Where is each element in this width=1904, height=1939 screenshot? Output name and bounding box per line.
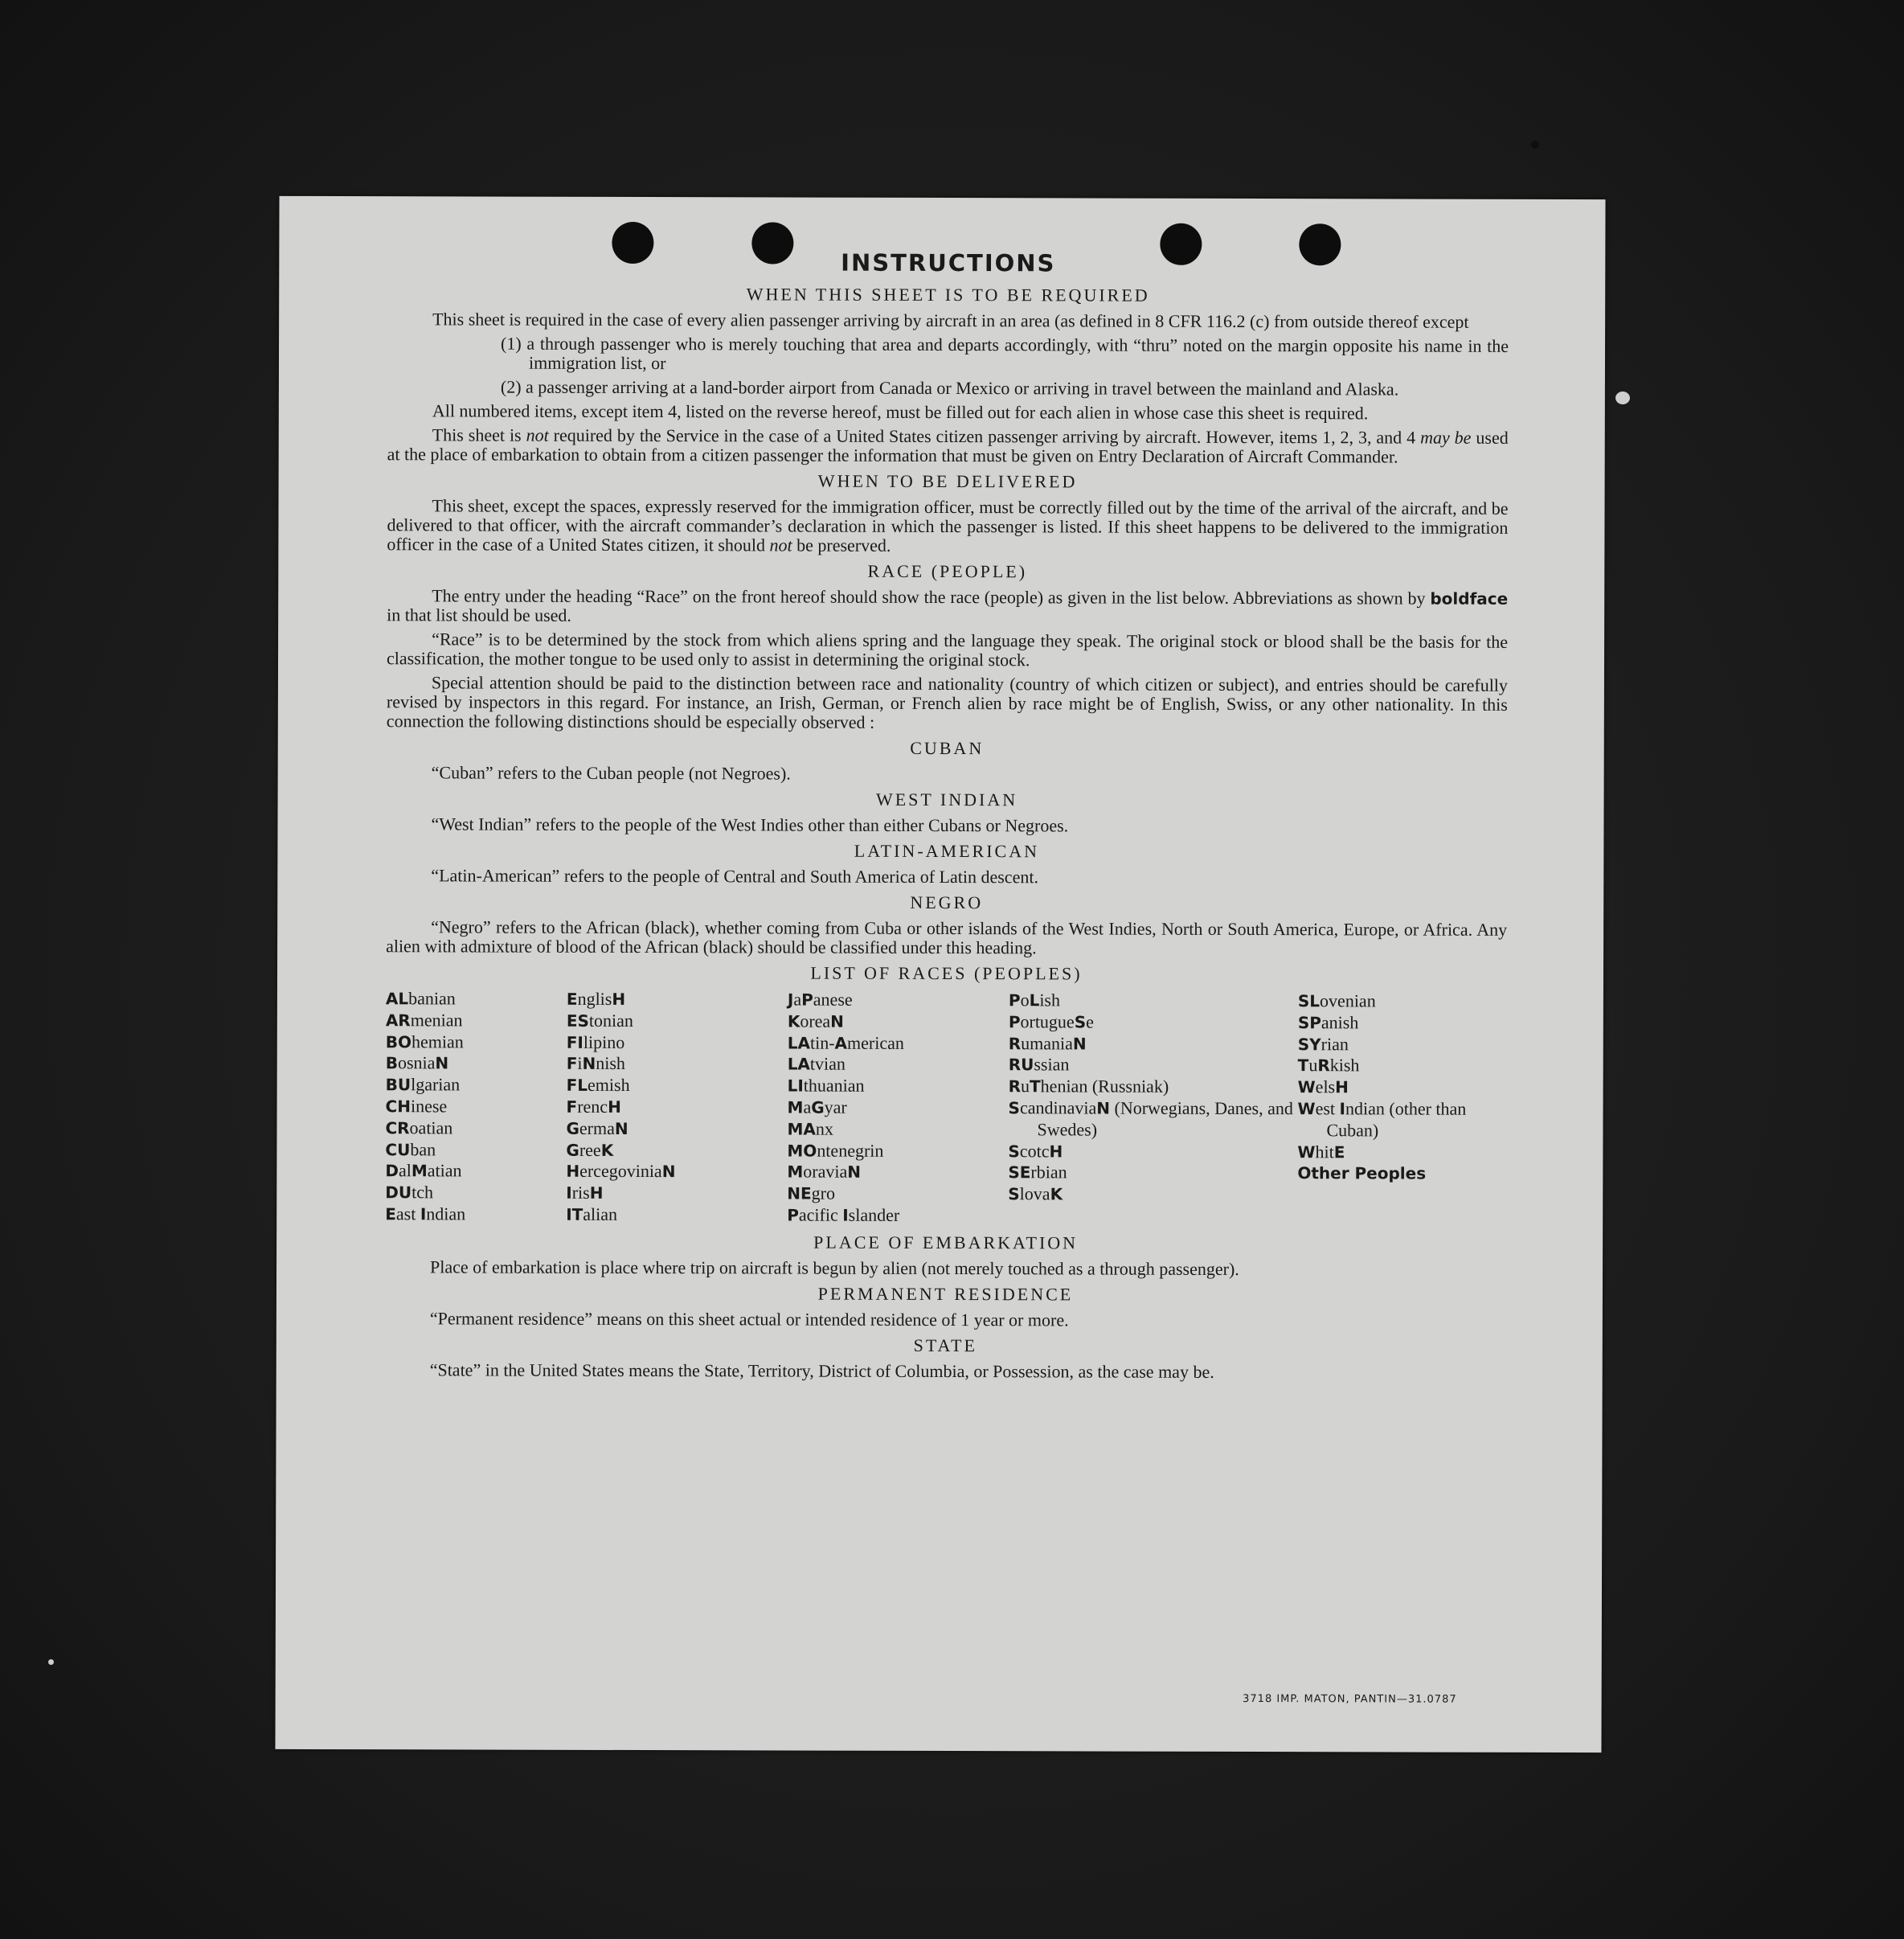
paragraph-numbered-items: All numbered items, except item 4, listed on the reverse hereof, must be filled out for each alien in whose case this sheet is required. <box>432 400 1369 424</box>
race-entry <box>788 1054 1009 1076</box>
race-entry <box>1298 1012 1507 1034</box>
race-abbreviation: S <box>1008 1184 1020 1204</box>
race-abbreviation: R <box>1008 1076 1022 1097</box>
heading-latin-american: LATIN-AMERICAN <box>854 840 1040 862</box>
race-name-text: u <box>1308 1055 1318 1076</box>
race-name-text: al <box>398 1160 412 1181</box>
race-abbreviation: N <box>830 1011 844 1031</box>
race-entry <box>386 1010 567 1031</box>
race-entry <box>566 1183 787 1205</box>
race-entry <box>1009 1076 1298 1098</box>
race-name-text: ree <box>579 1139 601 1160</box>
race-abbreviation: R <box>1317 1056 1330 1076</box>
race-abbreviation: CU <box>385 1139 411 1159</box>
heading-when-delivered: WHEN TO BE DELIVERED <box>817 470 1078 492</box>
race-name-text: ast <box>395 1203 420 1224</box>
race-entry <box>567 1053 788 1076</box>
definition-place-of-embarkation: Place of embarkation is place where trip on aircraft is begun by alien (not merely touched as a through passenger). <box>430 1256 1239 1279</box>
race-abbreviation: I <box>420 1204 427 1224</box>
race-name-text: lgarian <box>411 1074 461 1095</box>
race-entry <box>385 1139 566 1161</box>
race-name-text: oatian <box>409 1117 453 1138</box>
race-abbreviation: W <box>1297 1099 1316 1119</box>
race-abbreviation: G <box>566 1140 579 1160</box>
race-abbreviation: I <box>1339 1099 1346 1119</box>
race-entry <box>787 1140 1008 1162</box>
race-abbreviation: H <box>589 1183 604 1203</box>
race-entry <box>1008 1162 1297 1185</box>
race-abbreviation: DU <box>385 1183 412 1203</box>
dust-speck <box>48 1659 54 1665</box>
race-name-text: anish <box>1321 1012 1359 1033</box>
race-name-text: candinavia <box>1019 1097 1097 1118</box>
race-name-text: ish <box>1039 990 1061 1010</box>
race-entry <box>1009 990 1298 1012</box>
definition-latin-american: “Latin-American” refers to the people of Central and South America of Latin descent. <box>431 865 1039 888</box>
race-abbreviation: AL <box>385 989 409 1009</box>
race-entry <box>385 1182 566 1203</box>
race-abbreviation: M <box>411 1161 428 1181</box>
exception-item-1: (1) a through passenger who is merely touching that area and departs accordingly, with “thru” noted on the margin opposite his name in the immigration list, or <box>501 333 1509 374</box>
race-name-text: orea <box>800 1010 831 1031</box>
race-name-text: ndian (other than Cuban) <box>1326 1098 1467 1141</box>
race-abbreviation: A <box>834 1033 848 1053</box>
race-name-text: hemian <box>411 1031 464 1052</box>
race-entry <box>788 990 1009 1012</box>
race-abbreviation: MO <box>787 1141 817 1161</box>
race-entry <box>385 1161 566 1183</box>
race-name-text: ercegovinia <box>579 1161 662 1182</box>
race-entry <box>1298 1034 1507 1056</box>
heading-cuban: CUBAN <box>910 737 985 759</box>
race-name-text: anese <box>813 989 853 1010</box>
race-abbreviation: IT <box>566 1204 583 1224</box>
race-name-text: kish <box>1329 1055 1360 1076</box>
race-name-text: menian <box>410 1010 463 1031</box>
definition-state: “State” in the United States means the State, Territory, District of Columbia, or Possession, as the case may be. <box>429 1359 1214 1382</box>
race-name-text: lipino <box>583 1031 625 1052</box>
race-abbreviation: LA <box>787 1054 810 1074</box>
race-abbreviation: P <box>801 990 813 1010</box>
race-abbreviation: P <box>787 1205 799 1225</box>
page-title: INSTRUCTIONS <box>841 248 1056 277</box>
race-name-text: ortugue <box>1020 1011 1075 1032</box>
heading-when-required: WHEN THIS SHEET IS TO BE REQUIRED <box>746 284 1150 305</box>
race-abbreviation: AR <box>385 1010 411 1031</box>
race-entry <box>1008 1097 1297 1142</box>
race-name-text: hit <box>1315 1141 1334 1162</box>
race-name-text: henian (Russniak) <box>1040 1076 1169 1097</box>
race-abbreviation: W <box>1297 1142 1316 1162</box>
race-entry <box>787 1118 1008 1141</box>
race-abbreviation: SE <box>1008 1162 1031 1183</box>
race-name-text: yar <box>824 1097 847 1117</box>
race-abbreviation: P <box>1008 990 1021 1010</box>
race-name-text: a <box>803 1097 812 1117</box>
race-entry <box>386 1096 567 1117</box>
race-entry <box>567 1010 788 1033</box>
race-abbreviation: E <box>1333 1142 1345 1162</box>
race-column <box>1297 990 1507 1228</box>
race-entry <box>1298 990 1507 1012</box>
race-name-text: alian <box>583 1203 618 1224</box>
dust-speck <box>1615 391 1630 404</box>
race-name-text: nx <box>815 1118 833 1139</box>
paragraph-race-stock: “Race” is to be determined by the stock from which aliens spring and the language they speak. The original stock or blood shall be the basis for the classification, the mother tongue to be used only to assist in determining the original stock. <box>386 629 1509 670</box>
race-abbreviation: F <box>566 1054 578 1074</box>
race-name-text: nish <box>596 1053 625 1074</box>
race-entry <box>566 1161 787 1183</box>
race-name-text: thuanian <box>803 1075 865 1096</box>
race-abbreviation: G <box>811 1097 825 1117</box>
exception-item-2: (2) a passenger arriving at a land-border airport from Canada or Mexico or arriving in travel between the mainland and Alaska. <box>500 376 1399 400</box>
race-abbreviation: G <box>566 1118 579 1138</box>
race-name-text: atian <box>427 1160 462 1181</box>
race-entry <box>1298 1076 1507 1098</box>
race-entry <box>788 1010 1009 1033</box>
race-abbreviation: N <box>582 1054 596 1074</box>
heading-negro: NEGRO <box>910 892 984 913</box>
race-abbreviation: H <box>566 1162 580 1182</box>
heading-west-indian: WEST INDIAN <box>875 789 1018 810</box>
race-abbreviation: MA <box>787 1119 816 1139</box>
race-entry <box>566 1204 787 1227</box>
race-name-text: osnia <box>397 1052 436 1073</box>
race-name-text: e <box>1086 1011 1094 1032</box>
race-name-text: lova <box>1019 1183 1050 1204</box>
race-name-text: erma <box>579 1117 615 1138</box>
race-name-text: a <box>793 989 802 1010</box>
race-name-text: cotc <box>1019 1140 1050 1161</box>
race-abbreviation: R <box>1008 1033 1022 1053</box>
race-abbreviation: SY <box>1297 1034 1321 1054</box>
heading-state: STATE <box>913 1334 977 1355</box>
race-entry <box>567 1097 788 1119</box>
printer-imprint: 3718 IMP. MATON, PANTIN—31.0787 <box>1243 1692 1457 1706</box>
race-list <box>385 988 1507 1228</box>
race-abbreviation: RU <box>1008 1055 1034 1075</box>
paragraph-required: This sheet is required in the case of every alien passenger arriving by aircraft in an area (as defined in 8 CFR 116.2 (c) from outside thereof except <box>432 309 1469 332</box>
race-name-text: (Norwegians, Danes, and Swedes) <box>1037 1097 1293 1140</box>
race-abbreviation: W <box>1297 1077 1316 1097</box>
race-abbreviation: E <box>385 1204 396 1224</box>
race-abbreviation: H <box>608 1097 621 1117</box>
race-name-text: ndian <box>426 1203 466 1224</box>
race-name-text: acific <box>798 1204 843 1225</box>
race-entry <box>1008 1183 1297 1206</box>
race-name-text: gro <box>811 1183 836 1203</box>
race-name-text: oravia <box>803 1161 848 1183</box>
race-abbreviation: F <box>566 1097 578 1117</box>
race-name-text: banian <box>408 988 456 1009</box>
race-abbreviation: N <box>1072 1034 1087 1054</box>
race-abbreviation: H <box>612 989 626 1009</box>
heading-race: RACE (PEOPLE) <box>867 560 1028 582</box>
race-entry <box>1298 1056 1507 1077</box>
heading-place-of-embarkation: PLACE OF EMBARKATION <box>813 1232 1079 1253</box>
definition-cuban: “Cuban” refers to the Cuban people (not Negroes). <box>431 762 791 784</box>
race-abbreviation: SP <box>1297 1012 1321 1033</box>
race-abbreviation: ES <box>566 1010 589 1031</box>
race-abbreviation: CR <box>385 1117 410 1138</box>
definition-negro: “Negro” refers to the African (black), whether coming from Cuba or other islands of the West Indies, North or South America, Europe, or Africa. Any alien with admixture of blood of the African (black) should be classified under this heading. <box>386 916 1508 958</box>
race-abbreviation: B <box>385 1053 398 1073</box>
race-name-text: tvian <box>809 1053 846 1075</box>
race-entry <box>788 1076 1009 1098</box>
race-entry <box>386 1074 567 1096</box>
race-abbreviation: FL <box>566 1075 588 1096</box>
race-entry <box>567 1075 788 1097</box>
instructions-content <box>385 248 1509 1387</box>
race-abbreviation: I <box>842 1205 849 1225</box>
definition-permanent-residence: “Permanent residence” means on this sheet actual or intended residence of 1 year or more. <box>429 1308 1069 1330</box>
race-abbreviation: CH <box>385 1097 412 1117</box>
race-abbreviation: BO <box>385 1031 412 1051</box>
race-name-text: tch <box>412 1182 434 1203</box>
race-entry <box>566 1118 787 1141</box>
race-abbreviation: BU <box>385 1075 412 1095</box>
race-name-text: ntenegrin <box>817 1140 884 1161</box>
definition-west-indian: “West Indian” refers to the people of the West Indies other than either Cubans or Negroes. <box>431 814 1069 836</box>
race-abbreviation: L <box>1029 990 1040 1010</box>
race-abbreviation: S <box>1008 1098 1021 1118</box>
race-abbreviation: P <box>1008 1012 1021 1032</box>
race-column <box>566 989 788 1226</box>
race-name-text: rian <box>1321 1033 1349 1054</box>
race-name-text: els <box>1315 1076 1336 1097</box>
race-entry <box>788 1097 1009 1119</box>
race-name-text: inese <box>410 1096 448 1117</box>
race-column <box>1008 990 1298 1228</box>
race-abbreviation: N <box>661 1162 676 1182</box>
paragraph-not-required: This sheet is not required by the Service in the case of a United States citizen passenger arriving by aircraft. However, items 1, 2, 3, and 4 may be used at the place of embarkation to obtain from a citizen passenger the information that must be given on Entry Declaration of Aircraft Commander. <box>387 424 1509 467</box>
race-abbreviation: N <box>847 1162 862 1183</box>
race-name-text: tin- <box>809 1032 835 1053</box>
race-entry <box>1009 1033 1298 1056</box>
race-name-text: est <box>1315 1098 1340 1119</box>
race-abbreviation: E <box>566 989 578 1009</box>
race-entry <box>386 1031 567 1053</box>
race-abbreviation: J <box>787 990 794 1010</box>
race-name-text: tonian <box>588 1010 633 1031</box>
race-entry <box>1009 1055 1298 1077</box>
race-abbreviation: T <box>1030 1076 1041 1097</box>
race-abbreviation: K <box>787 1011 800 1031</box>
race-abbreviation: S <box>1008 1141 1020 1161</box>
race-entry <box>1297 1142 1506 1163</box>
race-abbreviation: K <box>1050 1184 1063 1204</box>
race-entry <box>788 1032 1009 1055</box>
race-abbreviation: S <box>1074 1012 1087 1032</box>
race-entry <box>1297 1163 1506 1185</box>
race-abbreviation: H <box>1335 1077 1349 1097</box>
race-entry <box>386 988 567 1010</box>
race-abbreviation: K <box>600 1140 614 1160</box>
race-entry <box>566 1139 787 1162</box>
race-entry <box>787 1162 1008 1184</box>
race-name-text: i <box>577 1053 583 1074</box>
race-entry <box>1297 1098 1506 1142</box>
race-abbreviation: NE <box>787 1183 812 1203</box>
race-abbreviation: N <box>614 1118 629 1138</box>
race-abbreviation: LA <box>787 1033 811 1053</box>
race-abbreviation: D <box>385 1161 399 1181</box>
race-name-text: merican <box>847 1032 904 1053</box>
race-abbreviation: N <box>435 1053 449 1073</box>
race-name-text: u <box>1021 1076 1030 1097</box>
heading-permanent-residence: PERMANENT RESIDENCE <box>817 1283 1074 1305</box>
race-name-text: renc <box>577 1096 608 1117</box>
race-entry <box>385 1117 566 1139</box>
race-abbreviation: I <box>566 1183 572 1203</box>
race-name-text: ris <box>571 1182 590 1203</box>
race-column <box>787 990 1009 1227</box>
race-name-text: ban <box>410 1138 436 1159</box>
race-entry <box>567 989 788 1011</box>
race-name-text: slander <box>848 1204 900 1225</box>
race-entry <box>787 1183 1008 1206</box>
race-abbreviation: LI <box>787 1076 804 1096</box>
dust-speck <box>1531 141 1539 149</box>
race-abbreviation: FI <box>566 1032 583 1052</box>
race-entry <box>385 1203 566 1225</box>
heading-list-of-races: LIST OF RACES (PEOPLES) <box>810 962 1083 984</box>
paragraph-race-entry: The entry under the heading “Race” on the front hereof should show the race (people) as given in the list below. Abbreviations as shown by boldface in that list should be used. <box>387 585 1509 625</box>
race-entry <box>567 1031 788 1054</box>
race-name-text: o <box>1020 990 1030 1010</box>
race-other-peoples: Other Peoples <box>1297 1163 1427 1183</box>
race-abbreviation: SL <box>1297 991 1321 1011</box>
race-abbreviation: T <box>1297 1056 1309 1076</box>
race-name-text: ssian <box>1034 1054 1070 1075</box>
race-abbreviation: N <box>1096 1098 1111 1118</box>
race-column <box>385 988 567 1225</box>
instruction-sheet <box>275 196 1605 1752</box>
race-abbreviation: H <box>1049 1141 1063 1161</box>
race-name-text: rbian <box>1030 1162 1067 1183</box>
race-entry <box>787 1204 1008 1227</box>
race-name-text: umania <box>1021 1032 1073 1054</box>
race-entry <box>1009 1011 1298 1034</box>
race-name-text: nglis <box>577 988 612 1009</box>
race-name-text: ovenian <box>1320 990 1376 1011</box>
race-abbreviation: M <box>787 1162 804 1182</box>
paragraph-race-nationality: Special attention should be paid to the distinction between race and nationality (country of which citizen or subject), and entries should be carefully revised by inspectors in this regard. For instance, an Irish, German, or French alien by race might be of English, Swiss, or any other nationality. In this connection the following distinctions should be especially observed : <box>386 672 1508 732</box>
race-name-text: emish <box>588 1075 630 1096</box>
race-entry <box>386 1053 567 1075</box>
race-abbreviation: M <box>787 1097 804 1117</box>
paragraph-delivery: This sheet, except the spaces, expressly reserved for the immigration officer, must be correctly filled out by the time of the arrival of the aircraft, and be delivered to that officer, with the aircraft commander’s declaration in which the passenger is listed. If this sheet happens to be delivered to the immigration officer in the case of a United States citizen, it should not be preserved. <box>387 495 1509 555</box>
race-entry <box>1008 1141 1297 1163</box>
